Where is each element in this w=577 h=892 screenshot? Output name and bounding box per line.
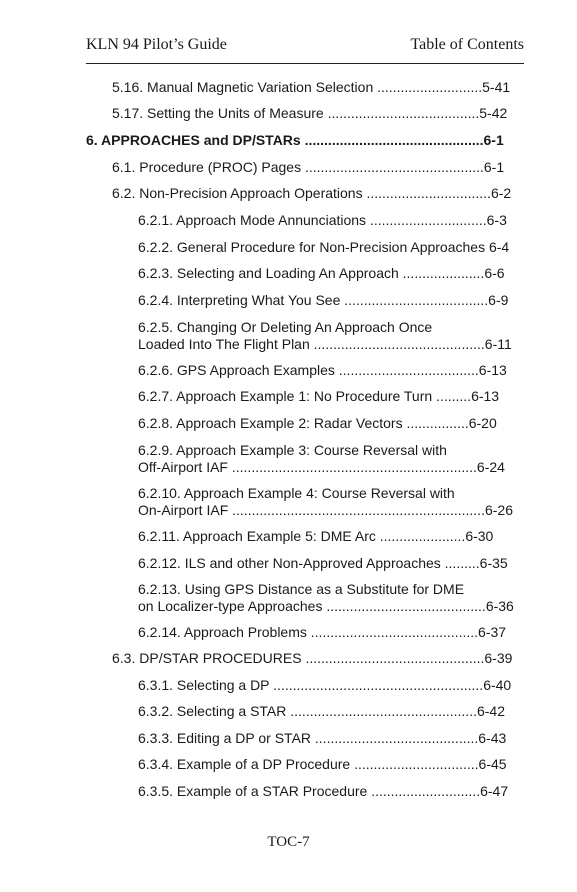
- toc-entry-line: 6.2.12. ILS and other Non-Approved Approaches .........6-35: [138, 555, 508, 571]
- toc-entry-line: 6.2.9. Approach Example 3: Course Reversal with: [138, 442, 447, 458]
- toc-entry-line: on Localizer-type Approaches .........................................6-36: [138, 598, 514, 614]
- toc-entry-line: On-Airport IAF .................................................................6-26: [138, 502, 513, 518]
- toc-entry-line: 6.3.4. Example of a DP Procedure ................................6-45: [138, 756, 507, 772]
- toc-entry-line: 6.2.11. Approach Example 5: DME Arc ......................6-30: [138, 528, 494, 544]
- toc-entry-line: 6. APPROACHES and DP/STARs ..............................................6-1: [86, 132, 504, 148]
- toc-entry-line: 5.16. Manual Magnetic Variation Selection ...........................5-41: [112, 79, 511, 95]
- header-title: KLN 94 Pilot’s Guide: [86, 36, 227, 53]
- toc-entry-line: 6.3.5. Example of a STAR Procedure ............................6-47: [138, 783, 509, 799]
- running-header: [86, 33, 524, 59]
- toc-entry-line: 6.3.1. Selecting a DP ......................................................6-40: [138, 677, 512, 693]
- toc-entry-line: 6.2.2. General Procedure for Non-Precision Approaches 6-4: [138, 239, 510, 255]
- header-section: Table of Contents: [410, 36, 524, 53]
- toc-entry-line: 6.3.3. Editing a DP or STAR ..........................................6-43: [138, 730, 507, 746]
- toc-entry-line: 6.3.2. Selecting a STAR ................................................6-42: [138, 703, 505, 719]
- toc-entry-line: 6.2.3. Selecting and Loading An Approach .....................6-6: [138, 265, 505, 281]
- toc-entry-line: 6.2.4. Interpreting What You See .....................................6-9: [138, 292, 509, 308]
- toc-entry-line: 5.17. Setting the Units of Measure .......................................5-42: [112, 105, 508, 121]
- toc-entry-line: 6.2.8. Approach Example 2: Radar Vectors ................6-20: [138, 415, 497, 431]
- toc-entry-line: 6.2.14. Approach Problems ...........................................6-37: [138, 624, 507, 640]
- toc-entry-line: 6.2.13. Using GPS Distance as a Substitute for DME: [138, 581, 465, 597]
- toc-entry-line: 6.2.6. GPS Approach Examples ....................................6-13: [138, 362, 507, 378]
- toc-entry-line: 6.3. DP/STAR PROCEDURES ..............................................6-39: [112, 650, 513, 666]
- toc-entry-line: 6.2.7. Approach Example 1: No Procedure Turn .........6-13: [138, 388, 500, 404]
- toc-entry-line: Loaded Into The Flight Plan ............................................6-11: [138, 336, 512, 352]
- toc-entry-line: 6.2. Non-Precision Approach Operations ................................6-2: [112, 185, 512, 201]
- toc-entry-line: Off-Airport IAF ...............................................................6-24: [138, 459, 505, 475]
- toc-entry-line: 6.2.10. Approach Example 4: Course Reversal with: [138, 485, 455, 501]
- toc-entry-line: 6.1. Procedure (PROC) Pages ..............................................6-1: [112, 159, 505, 175]
- header-rule: [86, 63, 524, 64]
- page-number: TOC-7: [267, 834, 310, 850]
- toc-entry-line: 6.2.5. Changing Or Deleting An Approach Once: [138, 319, 433, 335]
- toc-entry-line: 6.2.1. Approach Mode Annunciations ..............................6-3: [138, 212, 507, 228]
